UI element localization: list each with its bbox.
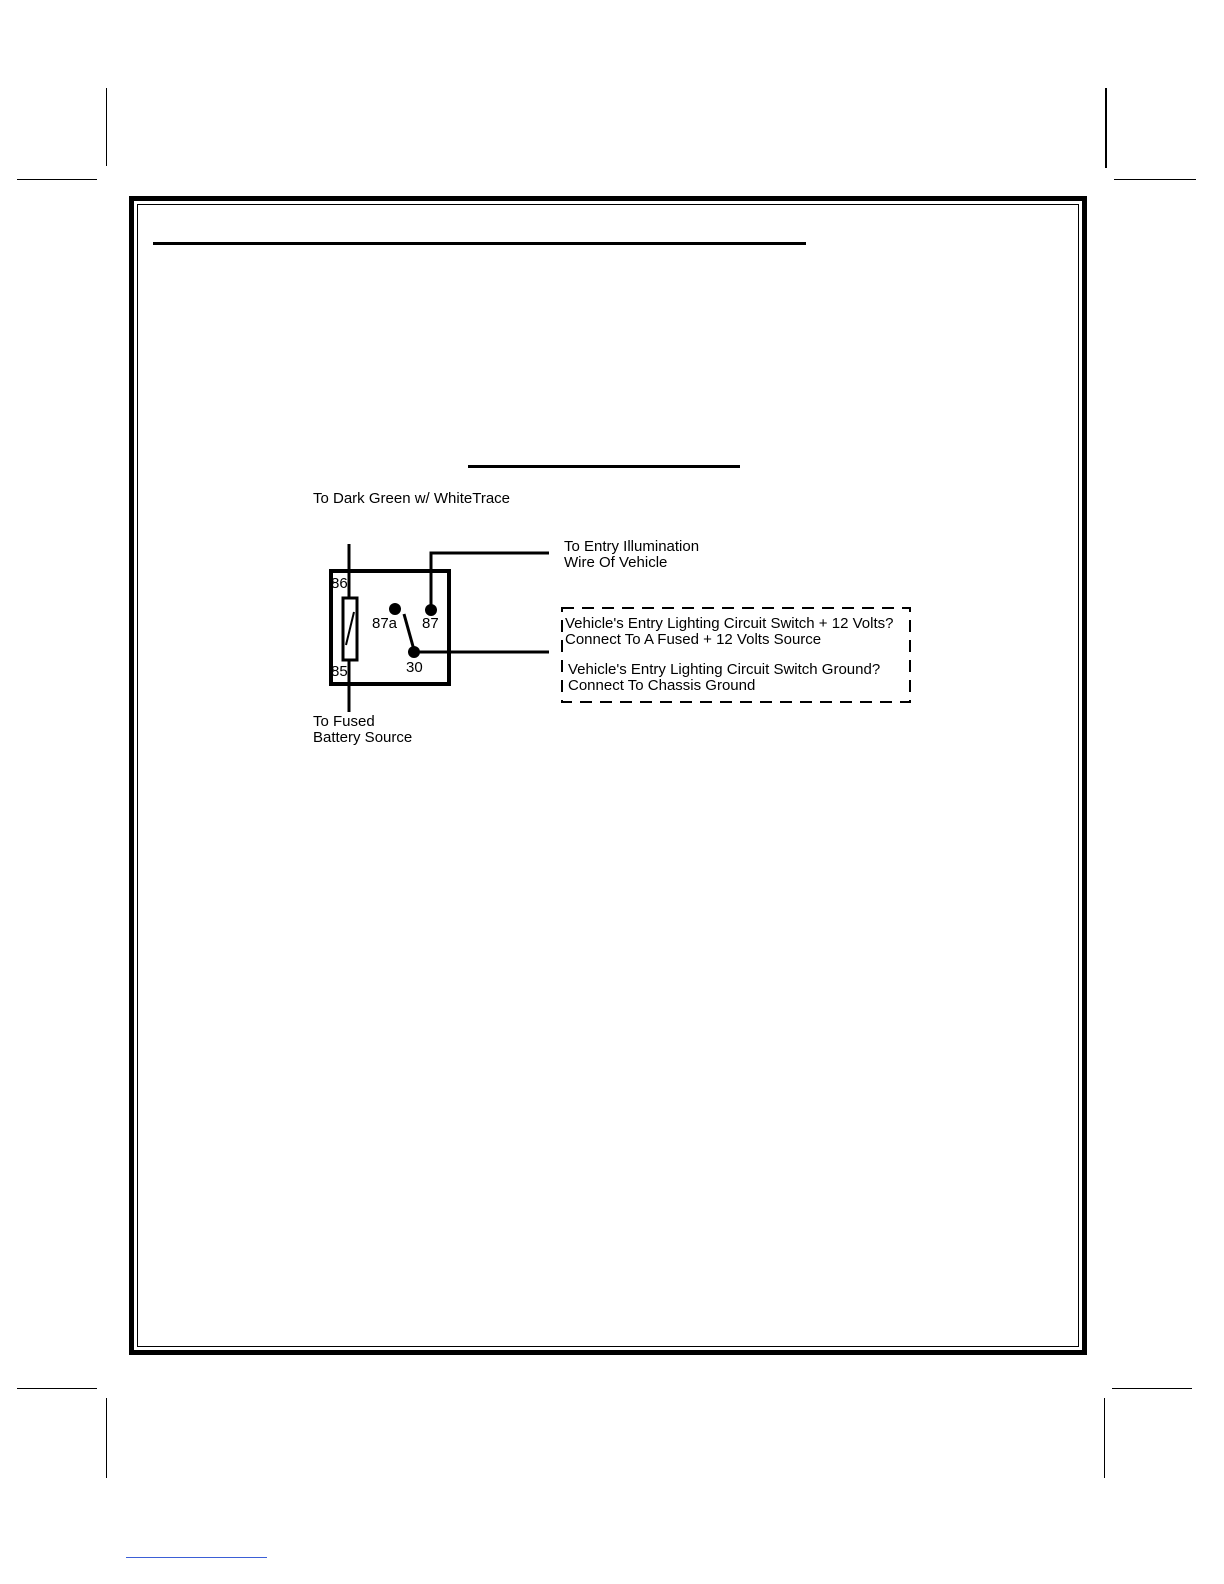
entry-label-line1: To Entry Illumination [564,538,700,555]
pin-30-label: 30 [406,659,423,676]
option-1-line1: Vehicle's Entry Lighting Circuit Switch + 12 Volts? [565,615,894,632]
footer-link-underline[interactable] [126,1557,267,1558]
pin-85-label: 85 [331,663,348,680]
pin-86-label: 86 [331,575,348,592]
entry-label-line2: Wire Of Vehicle [564,554,668,571]
switch-arm [404,614,414,650]
bottom-label-line2: Battery Source [313,729,413,746]
top-wire-label: To Dark Green w/ WhiteTrace [313,490,510,507]
option-2-line2: Connect To Chassis Ground [568,677,756,694]
option-2-line1: Vehicle's Entry Lighting Circuit Switch Ground? [568,661,881,678]
bottom-label-line1: To Fused [313,713,375,730]
pin-87-label: 87 [422,615,439,632]
pin-87a-label: 87a [372,615,398,632]
contact-87a [389,603,401,615]
option-1-line2: Connect To A Fused + 12 Volts Source [565,631,822,648]
